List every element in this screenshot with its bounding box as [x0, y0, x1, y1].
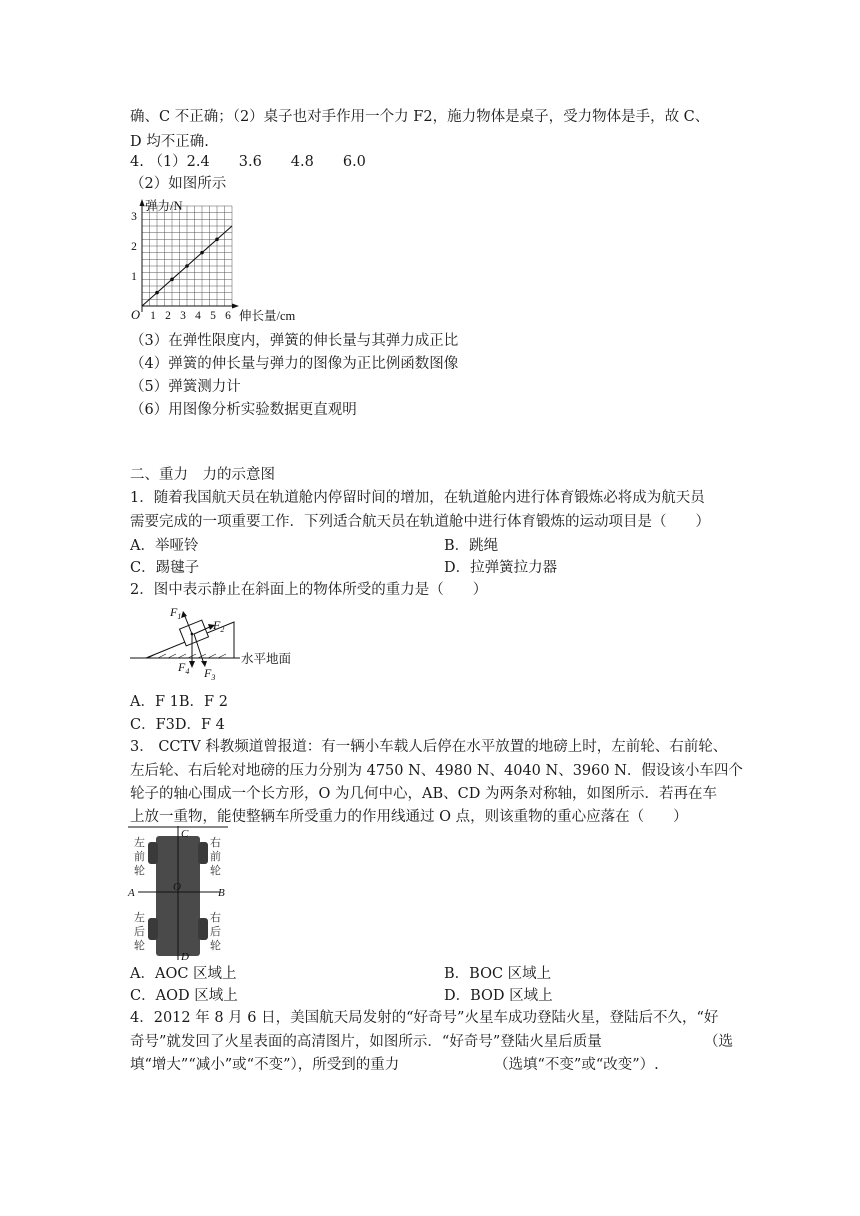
question-4-line-3-end: （选填“不变”或“改变”）.	[494, 1057, 659, 1073]
x-tick-label: 4	[195, 310, 201, 322]
question-1-option-b: B．跳绳	[444, 538, 499, 554]
incline-force-figure	[128, 604, 318, 686]
spring-force-graph	[128, 196, 308, 328]
question-2-line-1: 2．图中表示静止在斜面上的物体所受的重力是（ ）	[130, 582, 488, 598]
section-heading: 二、重力 力的示意图	[130, 467, 275, 483]
ground-label: 水平地面	[241, 652, 292, 666]
x-axis-arrow	[232, 304, 239, 309]
answer-4-line-4: （4）弹簧的伸长量与弹力的图像为正比例函数图像	[130, 356, 459, 372]
x-tick-label: 6	[225, 310, 231, 322]
y-axis-arrow	[140, 199, 145, 206]
label-right-front: 前	[210, 851, 221, 863]
label-right-front: 轮	[210, 865, 221, 877]
label-left-front: 轮	[134, 865, 145, 877]
x-tick-label: 5	[210, 310, 216, 322]
question-4-line-2-end: （选	[704, 1034, 733, 1050]
label-right-rear: 后	[210, 926, 221, 938]
graph-grid	[142, 206, 232, 306]
question-1-option-d: D．拉弹簧拉力器	[444, 560, 558, 576]
answer-4-line-5: （5）弹簧测力计	[130, 379, 241, 395]
y-tick-label: 1	[131, 271, 137, 283]
question-3-line-1: 3． CCTV 科教频道曾报道：有一辆小车载人后停在水平放置的地磅上时，左前轮、右前轮、	[130, 739, 728, 755]
f1-label: $F_1$	[170, 605, 182, 621]
question-3-option-c: C．AOD 区域上	[130, 988, 238, 1004]
label-b: B	[218, 887, 225, 899]
left-front-wheel	[148, 842, 158, 864]
f1-arrowhead	[181, 611, 187, 618]
data-point	[155, 291, 159, 295]
y-tick-label: 2	[131, 241, 137, 253]
question-1-line-1: 1．随着我国航天员在轨道舱内停留时间的增加，在轨道舱内进行体育锻炼必将成为航天员	[130, 490, 705, 506]
question-3-option-a: A．AOC 区域上	[130, 966, 237, 982]
y-tick-label: 3	[131, 211, 137, 223]
question-4-line-3: 填“增大”“减小”或“不变”），所受到的重力	[130, 1057, 400, 1073]
f4-arrowhead	[189, 661, 195, 668]
x-tick-label: 2	[165, 310, 171, 322]
x-tick-label: 3	[180, 310, 186, 322]
answer-4-line-2: （2）如图所示	[130, 176, 227, 192]
question-3-option-d: D．BOD 区域上	[444, 988, 553, 1004]
x-axis-label: 伸长量/cm	[239, 309, 296, 323]
ground-hatching	[148, 654, 226, 658]
question-2-options-line-2: C．F3D．F 4	[130, 717, 225, 733]
contact-point	[191, 633, 194, 636]
label-left-front: 前	[134, 851, 145, 863]
f2-label: $F_2$	[213, 618, 225, 634]
left-rear-wheel	[148, 918, 158, 940]
data-point	[170, 278, 174, 282]
question-1-line-2: 需要完成的一项重要工作．下列适合航天员在轨道舱中进行体育锻炼的运动项目是（ ）	[130, 514, 710, 530]
answer-4-line-6: （6）用图像分析实验数据更直观明	[130, 402, 357, 418]
label-c: C	[181, 828, 189, 840]
label-a: A	[128, 887, 135, 899]
label-right-front: 右	[210, 837, 221, 849]
question-3-line-4: 上放一重物，能使整辆车所受重力的作用线通过 O 点，则该重物的重心应落在（ ）	[130, 809, 688, 825]
answer-3-line-1: 确、C 不正确；（2）桌子也对手作用一个力 F2，施力物体是桌子，受力物体是手，故 C、	[130, 109, 710, 125]
answer-4-line-3: （3）在弹性限度内，弹簧的伸长量与其弹力成正比	[130, 333, 459, 349]
f3-label: $F_3$	[204, 666, 216, 682]
car-topview-figure	[126, 826, 230, 962]
x-tick-label: 1	[150, 310, 156, 322]
label-right-rear: 右	[210, 912, 221, 924]
label-d: D	[181, 951, 189, 962]
data-point	[185, 264, 189, 268]
answer-4-line-1: 4. （1）2.4 3.6 4.8 6.0	[130, 154, 366, 170]
question-3-option-b: B．BOC 区域上	[444, 966, 552, 982]
question-1-option-a: A．举哑铃	[130, 538, 199, 554]
label-o: O	[173, 881, 181, 893]
label-left-front: 左	[134, 837, 145, 849]
question-1-option-c: C．踢毽子	[130, 560, 200, 576]
answer-3-line-2: D 均不正确.	[130, 134, 209, 150]
f4-label: $F_4$	[178, 660, 190, 676]
question-4-line-1: 4．2012 年 8 月 6 日，美国航天局发射的“好奇号”火星车成功登陆火星，登陆后不久，“好	[130, 1010, 719, 1026]
label-left-rear: 轮	[134, 940, 145, 952]
origin-label: O	[131, 308, 141, 322]
label-left-rear: 后	[134, 926, 145, 938]
question-4-line-2: 奇号”就发回了火星表面的高清图片，如图所示．“好奇号”登陆火星后质量	[130, 1034, 602, 1050]
right-front-wheel	[198, 842, 208, 864]
question-3-line-2: 左后轮、右后轮对地磅的压力分别为 4750 N、4980 N、4040 N、3960 N．假设该小车四个	[130, 763, 743, 779]
right-rear-wheel	[198, 918, 208, 940]
data-point	[200, 251, 204, 255]
label-left-rear: 左	[134, 912, 145, 924]
question-3-line-3: 轮子的轴心围成一个长方形，O 为几何中心，AB、CD 为两条对称轴，如图所示．若再在车	[130, 786, 717, 802]
label-right-rear: 轮	[210, 940, 221, 952]
data-point	[215, 238, 219, 242]
question-2-options-line-1: A．F 1B．F 2	[130, 694, 228, 710]
y-axis-label: 弹力/N	[145, 199, 183, 213]
